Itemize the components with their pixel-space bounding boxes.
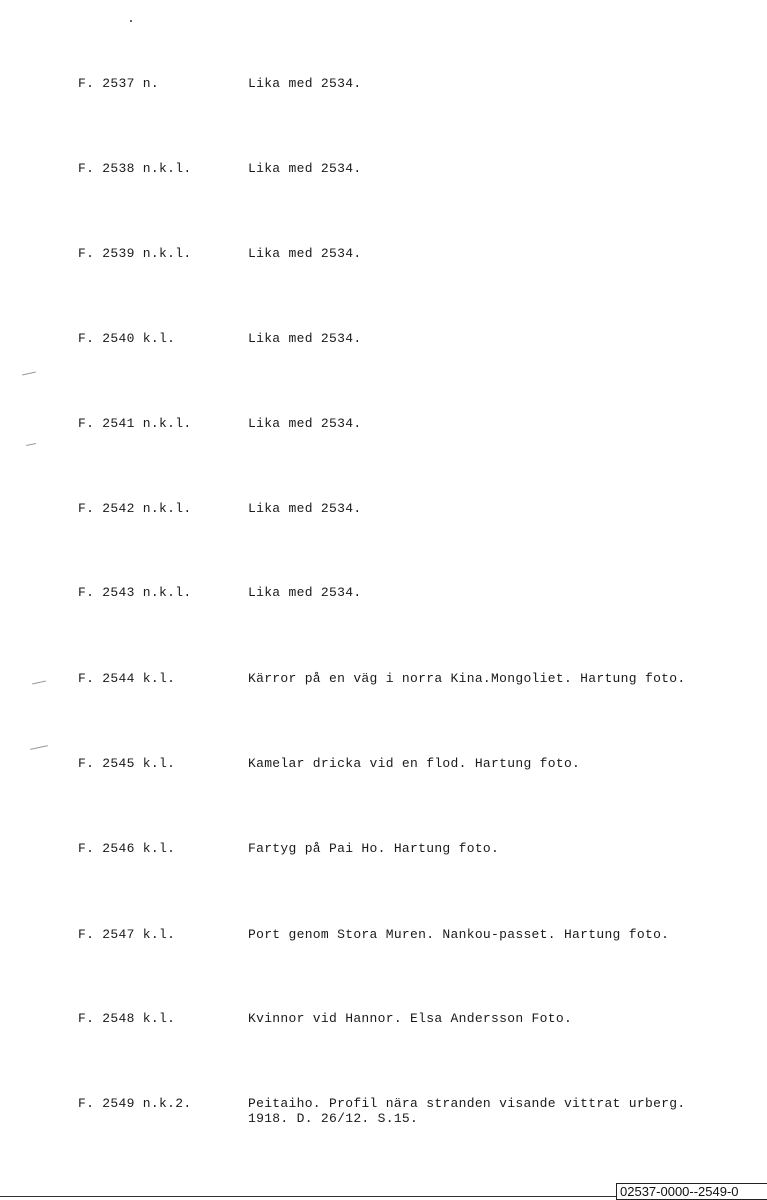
entry-description: Port genom Stora Muren. Nankou-passet. Hartung foto.	[248, 927, 670, 942]
entry-reference: F. 2546 k.l.	[78, 841, 176, 856]
entry-description: Lika med 2534.	[248, 501, 362, 516]
entry-reference: F. 2542 n.k.l.	[78, 501, 192, 516]
entry-description: Kvinnor vid Hannor. Elsa Andersson Foto.	[248, 1011, 573, 1026]
entry-description: Lika med 2534.	[248, 246, 362, 261]
entry-description: Kamelar dricka vid en flod. Hartung foto.	[248, 756, 581, 771]
entry-reference: F. 2539 n.k.l.	[78, 246, 192, 261]
entry-description: Lika med 2534.	[248, 416, 362, 431]
scan-mark	[32, 681, 46, 685]
scan-mark	[30, 745, 48, 750]
entry-description: Lika med 2534.	[248, 585, 362, 600]
entry-reference: F. 2538 n.k.l.	[78, 161, 192, 176]
entry-reference: F. 2537 n.	[78, 76, 160, 91]
entry-reference: F. 2548 k.l.	[78, 1011, 176, 1026]
entry-description: Fartyg på Pai Ho. Hartung foto.	[248, 841, 500, 856]
footer-rule	[0, 1196, 616, 1197]
entry-reference: F. 2549 n.k.2.	[78, 1096, 192, 1111]
entry-reference: F. 2544 k.l.	[78, 671, 176, 686]
scan-mark	[26, 443, 36, 446]
entry-description: Kärror på en väg i norra Kina.Mongoliet. Hartung foto.	[248, 671, 686, 686]
entry-description: Lika med 2534.	[248, 331, 362, 346]
entry-reference: F. 2543 n.k.l.	[78, 585, 192, 600]
scan-mark	[22, 372, 36, 376]
entry-reference: F. 2540 k.l.	[78, 331, 176, 346]
entry-description: Peitaiho. Profil nära stranden visande vittrat urberg. 1918. D. 26/12. S.15.	[248, 1096, 686, 1126]
entry-description: Lika med 2534.	[248, 161, 362, 176]
entry-reference: F. 2541 n.k.l.	[78, 416, 192, 431]
ink-speck	[130, 20, 132, 22]
entry-description: Lika med 2534.	[248, 76, 362, 91]
document-id-label: 02537-0000--2549-0	[616, 1183, 767, 1200]
entry-reference: F. 2545 k.l.	[78, 756, 176, 771]
entry-reference: F. 2547 k.l.	[78, 927, 176, 942]
